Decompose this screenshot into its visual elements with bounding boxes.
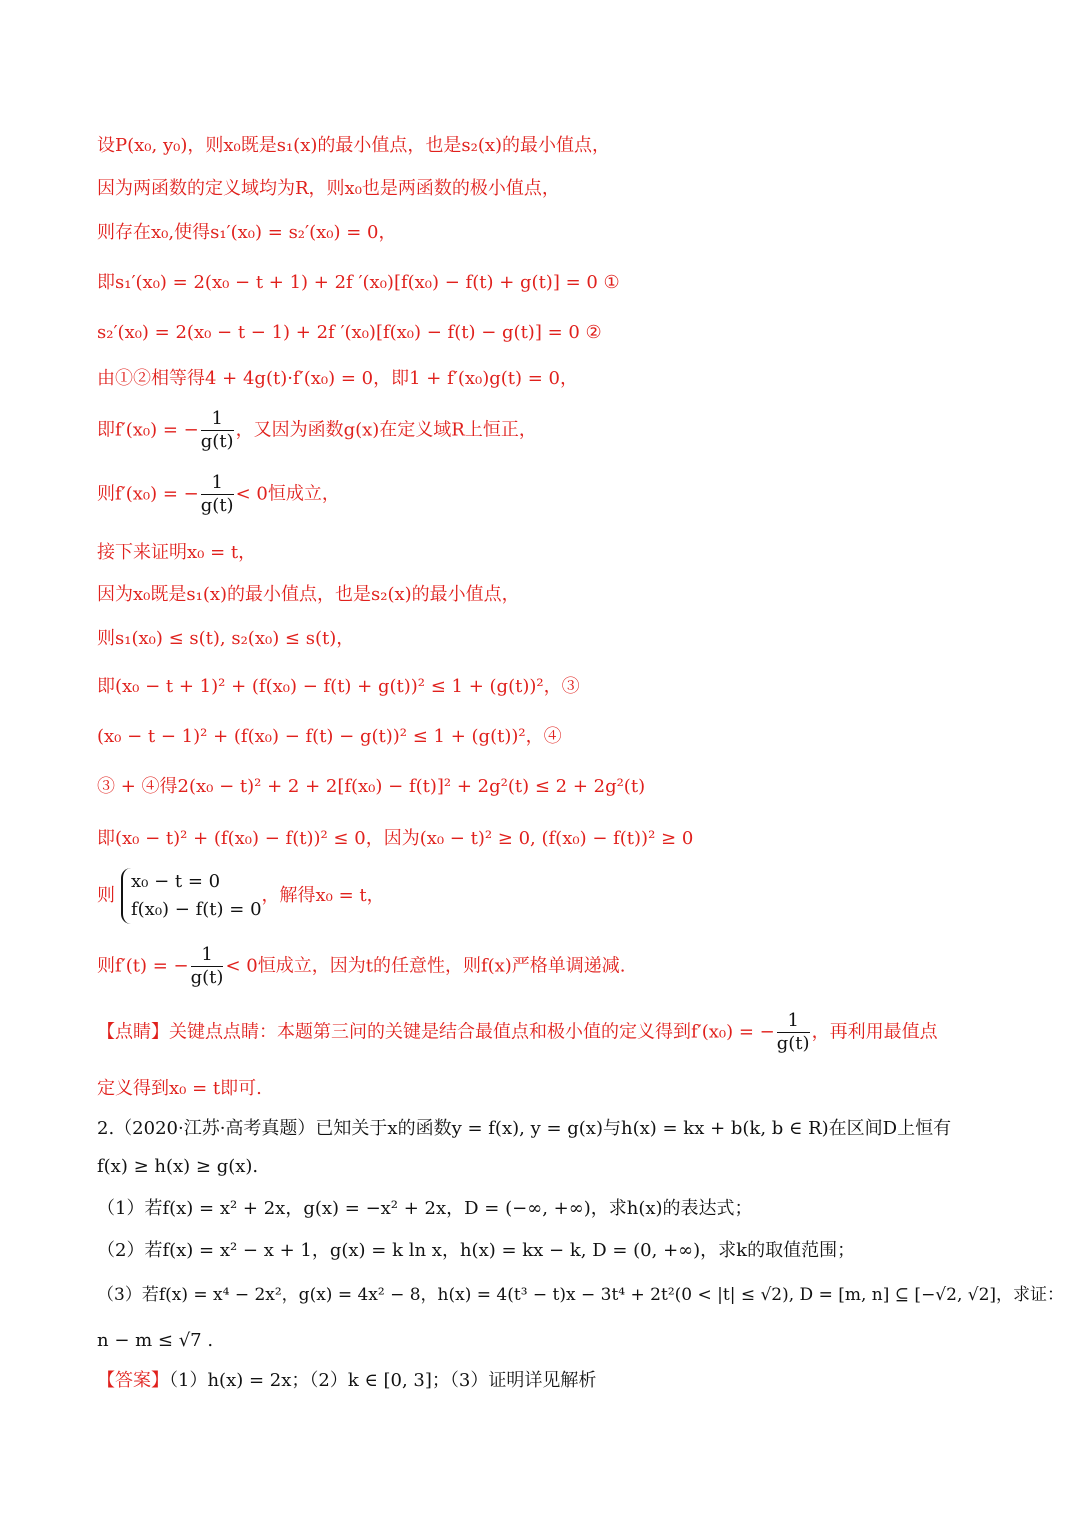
line-16-prefix: 则 xyxy=(97,885,115,906)
solution-line-7 xyxy=(97,408,537,453)
line-17-suffix: < 0恒成立，因为t的任意性，则f(x)严格单调递减. xyxy=(225,955,626,977)
solution-line-3: 则存在x₀,使得s₁′(x₀) = s₂′(x₀) = 0， xyxy=(97,222,397,243)
solution-line-1: 设P(x₀, y₀)，则x₀既是s₁(x)的最小值点，也是s₂(x)的最小值点， xyxy=(97,135,611,156)
problem-2-condition: f(x) ≥ h(x) ≥ g(x). xyxy=(97,1156,259,1177)
problem-2-part-3-conclusion: n − m ≤ √7 . xyxy=(97,1330,214,1351)
solution-line-16 xyxy=(97,868,385,924)
answer-line xyxy=(97,1368,596,1394)
inequality-4: (x₀ − t − 1)² + (f(x₀) − f(t) − g(t))² ≤ 1 + (g(t))²，④ xyxy=(97,726,562,747)
system-eq-2: f(x₀) − f(t) = 0 xyxy=(131,899,262,920)
solution-line-6: 由①②相等得4 + 4g(t)·f′(x₀) = 0，即1 + f′(x₀)g(t) = 0， xyxy=(97,368,579,389)
problem-2-statement xyxy=(97,1116,951,1142)
line-8-suffix: < 0恒成立， xyxy=(235,483,340,505)
fraction-numerator: 1 xyxy=(201,472,234,495)
equation-2: s₂′(x₀) = 2(x₀ − t − 1) + 2f ′(x₀)[f(x₀) − f(t) − g(t)] = 0 ② xyxy=(97,322,602,343)
answer-body: （1）h(x) = 2x；（2）k ∈ [0, 3]；（3）证明详见解析 xyxy=(169,1370,597,1391)
fraction-denominator: g(t) xyxy=(776,1033,810,1054)
equation-system xyxy=(121,868,262,924)
fraction-1-over-g-t xyxy=(191,944,224,989)
key-point-line-2: 定义得到x₀ = t即可. xyxy=(97,1078,262,1099)
solution-line-14: ③ + ④得2(x₀ − t)² + 2 + 2[f(x₀) − f(t)]² + 2g²(t) ≤ 2 + 2g²(t) xyxy=(97,776,646,797)
fraction-1-over-g-t xyxy=(777,1010,810,1055)
solution-line-8 xyxy=(97,472,340,517)
fraction-numerator: 1 xyxy=(201,408,234,431)
problem-2-text: 2.（2020·江苏·高考真题）已知关于x的函数y = f(x), y = g(x)与h(x) = kx + b(k, b ∈ R)在区间D上恒有 xyxy=(97,1118,952,1139)
key-point-line-1 xyxy=(97,1010,938,1055)
fraction-denominator: g(t) xyxy=(200,495,234,516)
fraction-1-over-g-t xyxy=(201,408,234,453)
solution-line-15: 即(x₀ − t)² + (f(x₀) − f(t))² ≤ 0，因为(x₀ − t)² ≥ 0, (f(x₀) − f(t))² ≥ 0 xyxy=(97,828,694,849)
line-7-prefix: 即f′(x₀) = − xyxy=(97,419,199,441)
solution-line-11: 则s₁(x₀) ≤ s(t), s₂(x₀) ≤ s(t)， xyxy=(97,628,355,649)
solution-line-2: 因为两函数的定义域均为R，则x₀也是两函数的极小值点， xyxy=(97,178,560,199)
key-point-suffix: ，再利用最值点 xyxy=(811,1021,938,1043)
equation-1: 即s₁′(x₀) = 2(x₀ − t + 1) + 2f ′(x₀)[f(x₀) − f(t) + g(t)] = 0 ① xyxy=(97,272,620,293)
solution-line-9: 接下来证明x₀ = t， xyxy=(97,542,257,563)
fraction-1-over-g-t xyxy=(201,472,234,517)
fraction-numerator: 1 xyxy=(191,944,224,967)
line-8-prefix: 则f′(x₀) = − xyxy=(97,483,199,505)
inequality-3: 即(x₀ − t + 1)² + (f(x₀) − f(t) + g(t))² ≤ 1 + (g(t))²，③ xyxy=(97,676,580,697)
problem-2-part-1: （1）若f(x) = x² + 2x，g(x) = −x² + 2x，D = (−∞, +∞)，求h(x)的表达式； xyxy=(97,1198,753,1219)
line-16-suffix: ，解得x₀ = t， xyxy=(261,885,385,906)
system-eq-1: x₀ − t = 0 xyxy=(131,871,221,892)
fraction-denominator: g(t) xyxy=(190,967,224,988)
fraction-numerator: 1 xyxy=(777,1010,810,1033)
line-7-suffix: ，又因为函数g(x)在定义域R上恒正， xyxy=(235,419,537,441)
fraction-denominator: g(t) xyxy=(200,431,234,452)
answer-tag: 【答案】 xyxy=(97,1370,169,1391)
solution-line-17 xyxy=(97,944,626,989)
solution-line-10: 因为x₀既是s₁(x)的最小值点，也是s₂(x)的最小值点， xyxy=(97,584,520,605)
key-point-prefix: 【点睛】关键点点睛：本题第三问的关键是结合最值点和极小值的定义得到f′(x₀) = − xyxy=(97,1021,775,1043)
problem-2-part-3: （3）若f(x) = x⁴ − 2x²，g(x) = 4x² − 8，h(x) = 4(t³ − t)x − 3t⁴ + 2t²(0 < |t| ≤ √2), D = [m, n] ⊆ [−√2, √2]，求证： xyxy=(97,1285,1065,1305)
line-17-prefix: 则f′(t) = − xyxy=(97,955,189,977)
problem-2-part-2: （2）若f(x) = x² − x + 1，g(x) = k ln x，h(x) = kx − k, D = (0, +∞)，求k的取值范围； xyxy=(97,1240,856,1261)
